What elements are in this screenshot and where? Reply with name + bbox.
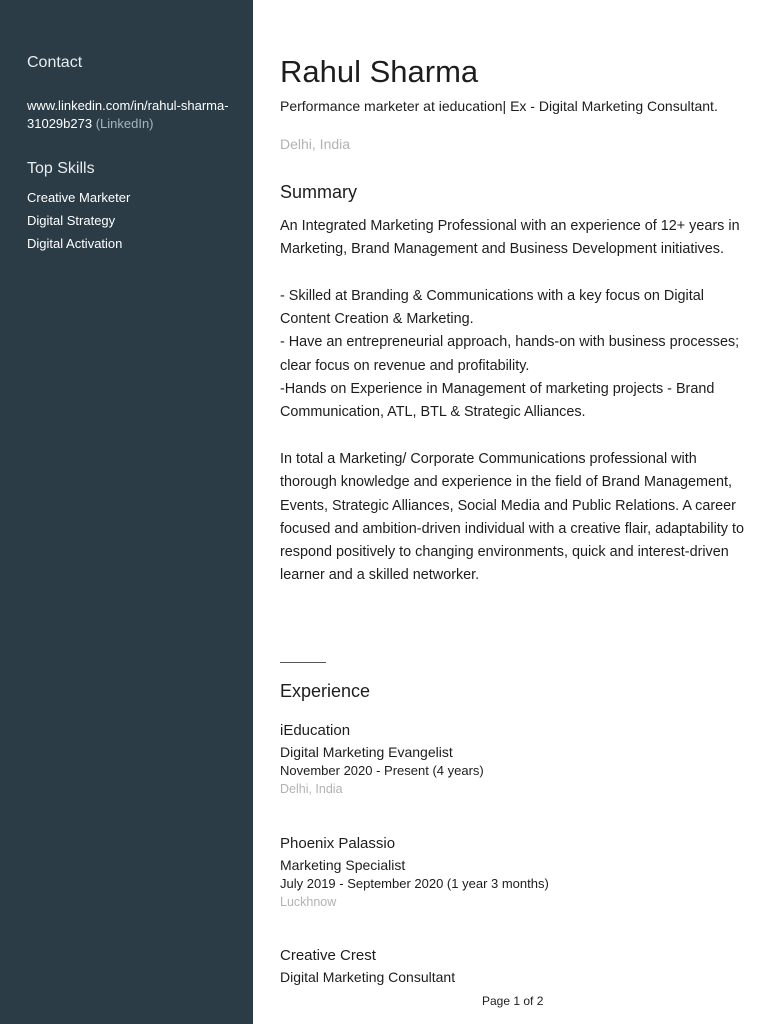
summary-paragraph [280, 285, 745, 425]
summary-heading: Summary [280, 182, 358, 202]
skill-item: Digital Strategy [27, 213, 116, 228]
experience-entry [280, 946, 740, 987]
skill-item: Digital Activation [27, 236, 123, 251]
job-dates: July 2019 - September 2020 (1 year 3 months) [280, 876, 549, 891]
experience-entry [280, 721, 740, 798]
section-divider [280, 662, 326, 663]
summary-paragraph: An Integrated Marketing Professional with an experience of 12+ years in Marketing, Brand Management and Business Development initiatives. [280, 218, 740, 258]
linkedin-url[interactable]: www.linkedin.com/in/rahul-sharma-31029b273 [27, 98, 229, 131]
experience-entry [280, 834, 740, 911]
summary-line: -Hands on Experience in Management of marketing projects - Brand Communication, ATL, BTL & Strategic Alliances. [280, 381, 715, 421]
linkedin-contact [27, 97, 237, 133]
job-title: Digital Marketing Evangelist [280, 744, 453, 760]
linkedin-label: (LinkedIn) [95, 116, 154, 131]
job-location: Luckhnow [280, 895, 337, 909]
profile-headline: Performance marketer at ieducation| Ex - Digital Marketing Consultant. [280, 98, 718, 114]
job-company: iEducation [280, 722, 351, 739]
profile-location: Delhi, India [280, 136, 351, 152]
page-number: Page 1 of 2 [482, 994, 544, 1008]
experience-heading: Experience [280, 681, 371, 701]
job-title: Marketing Specialist [280, 857, 406, 873]
skills-list [27, 186, 130, 255]
sidebar [0, 0, 253, 1024]
summary-paragraph: In total a Marketing/ Corporate Communications professional with thorough knowledge and experience in the field of Brand Management, Events, Strategic Alliances, Social Media and Public Relations. A career focused and ambition-driven individual with a creative flair, adaptability to respond positively to changing environments, quick and interest-driven learner and a skilled networker. [280, 450, 744, 584]
top-skills-heading: Top Skills [27, 160, 95, 177]
job-dates: November 2020 - Present (4 years) [280, 763, 484, 778]
skill-item: Creative Marketer [27, 190, 131, 205]
summary-line: - Skilled at Branding & Communications with a key focus on Digital Content Creation & Marketing. [280, 287, 704, 328]
contact-heading: Contact [27, 54, 83, 71]
summary-body [280, 215, 745, 588]
summary-line: - Have an entrepreneurial approach, hands-on with business processes; clear focus on revenue and profitability. [280, 334, 740, 374]
job-title: Digital Marketing Consultant [280, 969, 456, 985]
job-company: Phoenix Palassio [280, 835, 396, 852]
job-company: Creative Crest [280, 947, 376, 964]
job-location: Delhi, India [280, 782, 343, 796]
profile-name: Rahul Sharma [280, 54, 479, 89]
